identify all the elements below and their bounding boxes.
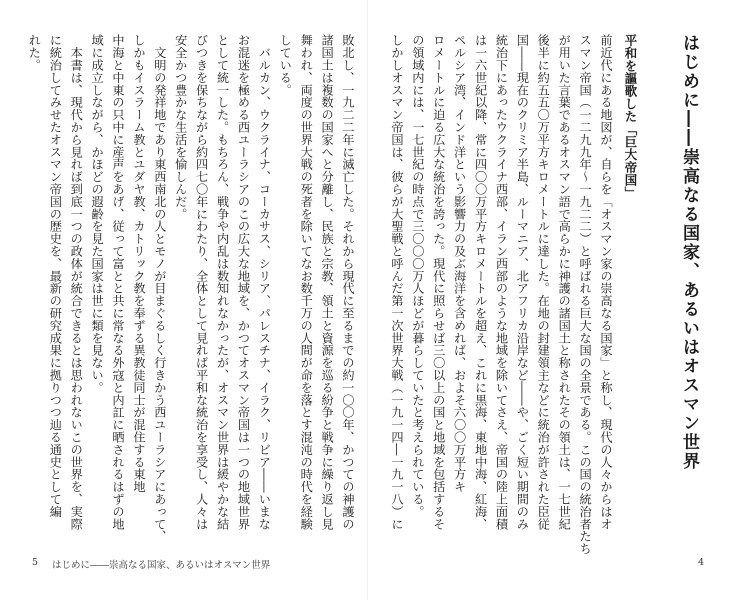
text-column: 中海と中東の只中に産声をあげ、従って富とと共に常なる外寇と内訌に晒されるはずの地 — [111, 34, 126, 530]
text-column: 域に成立しながら、かほどの遐齢を見た国家は世に類を見ない。 — [90, 34, 105, 394]
text-column: が用いた言葉であるオスマン語で高らかに神護の諸国土と称されたその領土は、一七世紀 — [557, 34, 572, 530]
left-page-body — [18, 34, 358, 543]
text-column: ロメートルに迫る広大な統治を誇った。現代に照らせば三〇以上の国と地域を包括するそ — [431, 34, 446, 530]
text-column: 本書は、現代から見れば到底一つの政体が統合できるとは思われないこの世界を、実際 — [69, 34, 84, 530]
text-column: 諸国土は複数の国家へと分離し、民族と宗教、領土と資源を巡る紛争と戦争に繰り返し見 — [320, 34, 335, 530]
page-number-right: 4 — [698, 557, 705, 568]
right-page-body — [389, 34, 616, 555]
text-column: しかしオスマン帝国は、彼らが大聖戦と呼んだ第一次世界大戦（一九一四―一九一八）に — [389, 34, 404, 530]
text-column: 前近代にある地図が、自らを「オスマン家の崇高なる国家」と称し、現代の人々からはオ — [599, 34, 613, 530]
text-column: 文明の発祥地であり東西南北の人とモノが目まぐるしく行きかう西ユーラシアにあって、 — [152, 34, 167, 543]
text-column: ペルシア湾、インド洋という影響力の及ぶ海洋を含めれば、およそ六〇〇万平方キ — [452, 34, 467, 493]
page-number-left: 5 — [32, 557, 39, 568]
text-column: しかもイスラーム教とユダヤ教、カトリック教を奉ずる異教徒同士が混住する東地 — [131, 34, 146, 493]
text-column: 舞われ、両度の世界大戦の死者を除いてなお数千万の人間が命を落とす混沌の時代を経験 — [299, 34, 314, 530]
gutter — [367, 0, 368, 600]
text-column: は一六世紀以降、常に四〇〇万平方キロメートルを超え、これに黒海、東地中海、紅海、 — [473, 34, 488, 530]
text-column: 安全かつ豊かな生活を愉しんだ。 — [173, 34, 188, 220]
text-column: 敗北し、一九二二年に滅亡した。それから現代に至るまでの約一〇〇年、かつての神護の — [341, 34, 355, 530]
text-column: びつきを保ちながら約四七〇年にわたり、全体として見れば平和な統治を享受し、人々は — [194, 34, 209, 530]
text-column: 後半に約五五〇万平方キロメートルに達した。在地の封建領主などに統治が許された臣従 — [536, 34, 551, 530]
text-column: スマン帝国（一二九九年〜一九二二）と呼ばれる巨大な国の全景である。この国の統治者たち — [578, 34, 593, 555]
section-heading: 平和を謳歌した「巨大帝国」 — [623, 34, 638, 200]
text-column: お混迷を極める西ユーラシアのこの広大な地域を、かつてオスマン帝国は一つの地域世界 — [236, 34, 251, 530]
text-column: バルカン、ウクライナ、コーカサス、シリア、パレスチナ、イラク、リビア――いまな — [257, 34, 272, 530]
text-column: 統治下にあったウクライナ西部、イラン西部のような地域を除いてさえ、帝国の陸上面積 — [494, 34, 509, 530]
text-column: の領域内には、一七世紀の時点で三〇〇〇万人ほどが暮らしていたと考えられている。 — [410, 34, 425, 518]
running-head: はじめに――崇高なる国家、あるいはオスマン世界 — [52, 560, 271, 571]
text-column: 国――現在のクリミア半島、ルーマニア、北アフリカ沿岸など――や、ごく短い期間のみ — [515, 34, 530, 530]
text-column: れた。 — [27, 34, 42, 72]
chapter-title: はじめに――崇高なる国家、あるいはオスマン世界 — [679, 34, 699, 471]
text-column: している。 — [278, 34, 293, 96]
text-column: に統治してみせたオスマン帝国の歴史を、最新の研究成果に拠りつつ辿る通史として編 — [48, 34, 63, 518]
text-column: として統一した。もちろん、戦争や内乱は数知れなかったが、オスマン世界は緩やかな結 — [215, 34, 230, 530]
